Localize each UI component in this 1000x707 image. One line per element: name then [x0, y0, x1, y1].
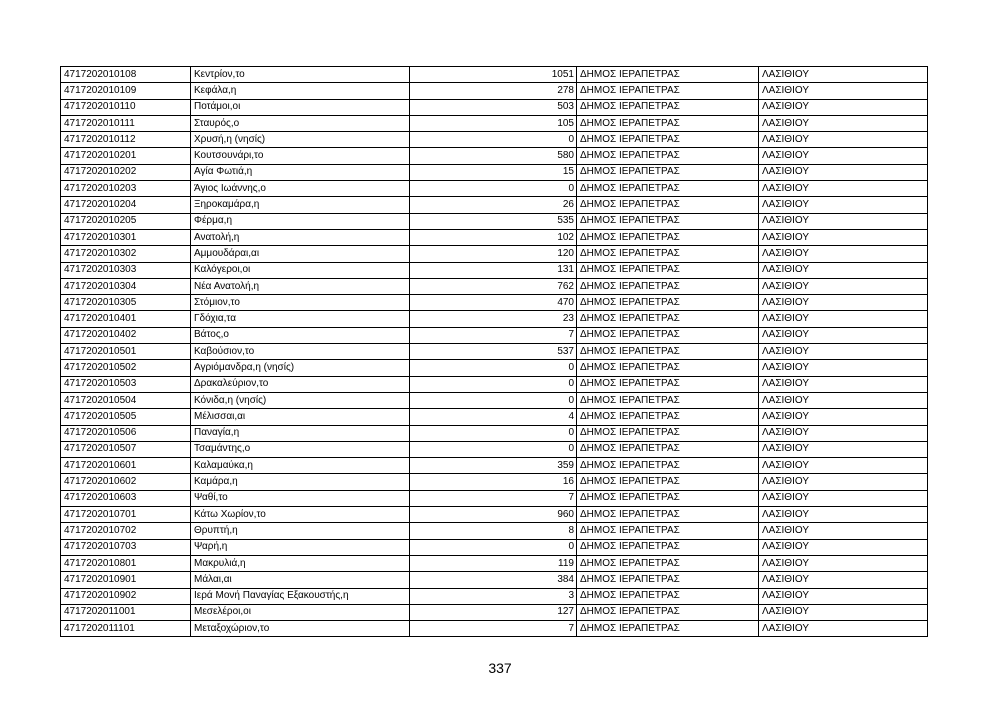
population-cell: 8	[410, 523, 577, 539]
population-cell: 3	[410, 588, 577, 604]
municipality-cell: ΔΗΜΟΣ ΙΕΡΑΠΕΤΡΑΣ	[577, 425, 759, 441]
settlement-code-cell: 4717202010108	[61, 67, 191, 83]
settlement-name-cell: Ψαρή,η	[191, 539, 410, 555]
settlement-name-cell: Μεσελέροι,οι	[191, 604, 410, 620]
settlement-name-cell: Νέα Ανατολή,η	[191, 278, 410, 294]
population-cell: 0	[410, 441, 577, 457]
municipality-cell: ΔΗΜΟΣ ΙΕΡΑΠΕΤΡΑΣ	[577, 507, 759, 523]
prefecture-cell: ΛΑΣΙΘΙΟΥ	[759, 115, 928, 131]
settlement-code-cell: 4717202010801	[61, 555, 191, 571]
prefecture-cell: ΛΑΣΙΘΙΟΥ	[759, 99, 928, 115]
prefecture-cell: ΛΑΣΙΘΙΟΥ	[759, 572, 928, 588]
table-row	[61, 229, 928, 245]
population-cell: 503	[410, 99, 577, 115]
table-row	[61, 197, 928, 213]
population-cell: 0	[410, 425, 577, 441]
table-row	[61, 295, 928, 311]
settlement-code-cell: 4717202010302	[61, 246, 191, 262]
prefecture-cell: ΛΑΣΙΘΙΟΥ	[759, 588, 928, 604]
municipality-cell: ΔΗΜΟΣ ΙΕΡΑΠΕΤΡΑΣ	[577, 588, 759, 604]
settlement-name-cell: Κεφάλα,η	[191, 83, 410, 99]
prefecture-cell: ΛΑΣΙΘΙΟΥ	[759, 392, 928, 408]
settlement-code-cell: 4717202010203	[61, 181, 191, 197]
table-row	[61, 327, 928, 343]
settlement-name-cell: Τσαμάντης,ο	[191, 441, 410, 457]
prefecture-cell: ΛΑΣΙΘΙΟΥ	[759, 425, 928, 441]
table-row	[61, 376, 928, 392]
prefecture-cell: ΛΑΣΙΘΙΟΥ	[759, 213, 928, 229]
settlement-code-cell: 4717202010601	[61, 458, 191, 474]
settlement-code-cell: 4717202010902	[61, 588, 191, 604]
settlement-code-cell: 4717202010901	[61, 572, 191, 588]
settlement-code-cell: 4717202011001	[61, 604, 191, 620]
population-cell: 470	[410, 295, 577, 311]
table-row	[61, 278, 928, 294]
municipality-cell: ΔΗΜΟΣ ΙΕΡΑΠΕΤΡΑΣ	[577, 262, 759, 278]
settlement-code-cell: 4717202010110	[61, 99, 191, 115]
settlement-code-cell: 4717202010305	[61, 295, 191, 311]
settlement-name-cell: Παναγία,η	[191, 425, 410, 441]
municipality-cell: ΔΗΜΟΣ ΙΕΡΑΠΕΤΡΑΣ	[577, 458, 759, 474]
population-cell: 7	[410, 327, 577, 343]
municipality-cell: ΔΗΜΟΣ ΙΕΡΑΠΕΤΡΑΣ	[577, 229, 759, 245]
prefecture-cell: ΛΑΣΙΘΙΟΥ	[759, 327, 928, 343]
municipality-cell: ΔΗΜΟΣ ΙΕΡΑΠΕΤΡΑΣ	[577, 115, 759, 131]
prefecture-cell: ΛΑΣΙΘΙΟΥ	[759, 246, 928, 262]
municipality-cell: ΔΗΜΟΣ ΙΕΡΑΠΕΤΡΑΣ	[577, 621, 759, 637]
settlement-name-cell: Ψαθί,το	[191, 490, 410, 506]
table-row	[61, 572, 928, 588]
table-row	[61, 555, 928, 571]
settlement-code-cell: 4717202011101	[61, 621, 191, 637]
population-cell: 535	[410, 213, 577, 229]
prefecture-cell: ΛΑΣΙΘΙΟΥ	[759, 621, 928, 637]
settlement-code-cell: 4717202010402	[61, 327, 191, 343]
settlement-name-cell: Ξηροκαμάρα,η	[191, 197, 410, 213]
prefecture-cell: ΛΑΣΙΘΙΟΥ	[759, 295, 928, 311]
population-cell: 102	[410, 229, 577, 245]
municipality-cell: ΔΗΜΟΣ ΙΕΡΑΠΕΤΡΑΣ	[577, 572, 759, 588]
municipality-cell: ΔΗΜΟΣ ΙΕΡΑΠΕΤΡΑΣ	[577, 197, 759, 213]
prefecture-cell: ΛΑΣΙΘΙΟΥ	[759, 164, 928, 180]
settlement-name-cell: Βάτος,ο	[191, 327, 410, 343]
settlement-name-cell: Μέλισσαι,αι	[191, 409, 410, 425]
table-row	[61, 148, 928, 164]
population-cell: 0	[410, 181, 577, 197]
table-row	[61, 441, 928, 457]
table-row	[61, 604, 928, 620]
prefecture-cell: ΛΑΣΙΘΙΟΥ	[759, 539, 928, 555]
settlement-code-cell: 4717202010506	[61, 425, 191, 441]
table-row	[61, 344, 928, 360]
settlement-name-cell: Θρυπτή,η	[191, 523, 410, 539]
page-number: 337	[488, 660, 512, 676]
settlement-code-cell: 4717202010501	[61, 344, 191, 360]
settlement-name-cell: Καλαμαύκα,η	[191, 458, 410, 474]
settlement-name-cell: Κάτω Χωρίον,το	[191, 507, 410, 523]
table-row	[61, 474, 928, 490]
settlement-code-cell: 4717202010202	[61, 164, 191, 180]
settlement-code-cell: 4717202010303	[61, 262, 191, 278]
table-row	[61, 490, 928, 506]
municipality-cell: ΔΗΜΟΣ ΙΕΡΑΠΕΤΡΑΣ	[577, 311, 759, 327]
municipality-cell: ΔΗΜΟΣ ΙΕΡΑΠΕΤΡΑΣ	[577, 409, 759, 425]
settlement-code-cell: 4717202010602	[61, 474, 191, 490]
population-cell: 960	[410, 507, 577, 523]
settlement-code-cell: 4717202010304	[61, 278, 191, 294]
municipality-cell: ΔΗΜΟΣ ΙΕΡΑΠΕΤΡΑΣ	[577, 164, 759, 180]
population-cell: 0	[410, 360, 577, 376]
table-row	[61, 523, 928, 539]
settlement-code-cell: 4717202010703	[61, 539, 191, 555]
municipality-cell: ΔΗΜΟΣ ΙΕΡΑΠΕΤΡΑΣ	[577, 523, 759, 539]
prefecture-cell: ΛΑΣΙΘΙΟΥ	[759, 344, 928, 360]
settlement-name-cell: Μεταξοχώριον,το	[191, 621, 410, 637]
table-row	[61, 246, 928, 262]
settlement-code-cell: 4717202010111	[61, 115, 191, 131]
population-cell: 278	[410, 83, 577, 99]
settlement-name-cell: Κουτσουνάρι,το	[191, 148, 410, 164]
municipality-cell: ΔΗΜΟΣ ΙΕΡΑΠΕΤΡΑΣ	[577, 360, 759, 376]
table-row	[61, 99, 928, 115]
settlement-name-cell: Καμάρα,η	[191, 474, 410, 490]
prefecture-cell: ΛΑΣΙΘΙΟΥ	[759, 507, 928, 523]
prefecture-cell: ΛΑΣΙΘΙΟΥ	[759, 181, 928, 197]
table-row	[61, 164, 928, 180]
settlement-code-cell: 4717202010301	[61, 229, 191, 245]
settlement-name-cell: Σταυρός,ο	[191, 115, 410, 131]
settlement-code-cell: 4717202010112	[61, 132, 191, 148]
population-cell: 26	[410, 197, 577, 213]
settlement-name-cell: Άγιος Ιωάννης,ο	[191, 181, 410, 197]
population-cell: 4	[410, 409, 577, 425]
population-cell: 105	[410, 115, 577, 131]
population-cell: 0	[410, 132, 577, 148]
population-cell: 762	[410, 278, 577, 294]
table-row	[61, 83, 928, 99]
municipality-cell: ΔΗΜΟΣ ΙΕΡΑΠΕΤΡΑΣ	[577, 327, 759, 343]
settlement-name-cell: Κεντρίον,το	[191, 67, 410, 83]
municipality-cell: ΔΗΜΟΣ ΙΕΡΑΠΕΤΡΑΣ	[577, 213, 759, 229]
prefecture-cell: ΛΑΣΙΘΙΟΥ	[759, 458, 928, 474]
population-cell: 7	[410, 621, 577, 637]
settlement-code-cell: 4717202010201	[61, 148, 191, 164]
prefecture-cell: ΛΑΣΙΘΙΟΥ	[759, 376, 928, 392]
settlement-code-cell: 4717202010505	[61, 409, 191, 425]
settlement-name-cell: Δρακαλεύριον,το	[191, 376, 410, 392]
population-cell: 0	[410, 539, 577, 555]
municipality-cell: ΔΗΜΟΣ ΙΕΡΑΠΕΤΡΑΣ	[577, 392, 759, 408]
population-cell: 127	[410, 604, 577, 620]
table-row	[61, 539, 928, 555]
settlement-name-cell: Αμμουδάραι,αι	[191, 246, 410, 262]
municipality-cell: ΔΗΜΟΣ ΙΕΡΑΠΕΤΡΑΣ	[577, 474, 759, 490]
prefecture-cell: ΛΑΣΙΘΙΟΥ	[759, 490, 928, 506]
prefecture-cell: ΛΑΣΙΘΙΟΥ	[759, 229, 928, 245]
municipality-cell: ΔΗΜΟΣ ΙΕΡΑΠΕΤΡΑΣ	[577, 148, 759, 164]
population-cell: 16	[410, 474, 577, 490]
municipality-cell: ΔΗΜΟΣ ΙΕΡΑΠΕΤΡΑΣ	[577, 181, 759, 197]
settlement-code-cell: 4717202010701	[61, 507, 191, 523]
table-row	[61, 115, 928, 131]
municipality-cell: ΔΗΜΟΣ ΙΕΡΑΠΕΤΡΑΣ	[577, 555, 759, 571]
prefecture-cell: ΛΑΣΙΘΙΟΥ	[759, 441, 928, 457]
municipality-cell: ΔΗΜΟΣ ΙΕΡΑΠΕΤΡΑΣ	[577, 604, 759, 620]
population-cell: 359	[410, 458, 577, 474]
prefecture-cell: ΛΑΣΙΘΙΟΥ	[759, 197, 928, 213]
prefecture-cell: ΛΑΣΙΘΙΟΥ	[759, 148, 928, 164]
prefecture-cell: ΛΑΣΙΘΙΟΥ	[759, 311, 928, 327]
population-cell: 119	[410, 555, 577, 571]
table-row	[61, 181, 928, 197]
population-cell: 131	[410, 262, 577, 278]
prefecture-cell: ΛΑΣΙΘΙΟΥ	[759, 474, 928, 490]
settlement-name-cell: Ποτάμοι,οι	[191, 99, 410, 115]
prefecture-cell: ΛΑΣΙΘΙΟΥ	[759, 83, 928, 99]
population-cell: 0	[410, 376, 577, 392]
table-row	[61, 67, 928, 83]
prefecture-cell: ΛΑΣΙΘΙΟΥ	[759, 132, 928, 148]
settlement-name-cell: Καλόγεροι,οι	[191, 262, 410, 278]
population-cell: 0	[410, 392, 577, 408]
table-row	[61, 360, 928, 376]
settlement-name-cell: Μακρυλιά,η	[191, 555, 410, 571]
table-row	[61, 132, 928, 148]
table-row	[61, 458, 928, 474]
municipality-cell: ΔΗΜΟΣ ΙΕΡΑΠΕΤΡΑΣ	[577, 278, 759, 294]
table-row	[61, 392, 928, 408]
settlement-name-cell: Ανατολή,η	[191, 229, 410, 245]
municipality-cell: ΔΗΜΟΣ ΙΕΡΑΠΕΤΡΑΣ	[577, 295, 759, 311]
municipality-cell: ΔΗΜΟΣ ΙΕΡΑΠΕΤΡΑΣ	[577, 132, 759, 148]
population-cell: 15	[410, 164, 577, 180]
population-cell: 580	[410, 148, 577, 164]
prefecture-cell: ΛΑΣΙΘΙΟΥ	[759, 360, 928, 376]
settlement-code-cell: 4717202010109	[61, 83, 191, 99]
settlement-name-cell: Φέρμα,η	[191, 213, 410, 229]
prefecture-cell: ΛΑΣΙΘΙΟΥ	[759, 604, 928, 620]
municipality-cell: ΔΗΜΟΣ ΙΕΡΑΠΕΤΡΑΣ	[577, 344, 759, 360]
prefecture-cell: ΛΑΣΙΘΙΟΥ	[759, 409, 928, 425]
population-cell: 7	[410, 490, 577, 506]
population-cell: 537	[410, 344, 577, 360]
municipality-cell: ΔΗΜΟΣ ΙΕΡΑΠΕΤΡΑΣ	[577, 99, 759, 115]
settlement-code-cell: 4717202010702	[61, 523, 191, 539]
prefecture-cell: ΛΑΣΙΘΙΟΥ	[759, 67, 928, 83]
population-cell: 1051	[410, 67, 577, 83]
table-row	[61, 213, 928, 229]
settlement-code-cell: 4717202010603	[61, 490, 191, 506]
population-cell: 23	[410, 311, 577, 327]
prefecture-cell: ΛΑΣΙΘΙΟΥ	[759, 555, 928, 571]
municipality-cell: ΔΗΜΟΣ ΙΕΡΑΠΕΤΡΑΣ	[577, 490, 759, 506]
table-row	[61, 262, 928, 278]
settlement-name-cell: Καβούσιον,το	[191, 344, 410, 360]
table-row	[61, 507, 928, 523]
municipality-cell: ΔΗΜΟΣ ΙΕΡΑΠΕΤΡΑΣ	[577, 376, 759, 392]
municipality-cell: ΔΗΜΟΣ ΙΕΡΑΠΕΤΡΑΣ	[577, 83, 759, 99]
prefecture-cell: ΛΑΣΙΘΙΟΥ	[759, 523, 928, 539]
prefecture-cell: ΛΑΣΙΘΙΟΥ	[759, 262, 928, 278]
settlement-code-cell: 4717202010205	[61, 213, 191, 229]
settlement-name-cell: Στόμιον,το	[191, 295, 410, 311]
table-row	[61, 409, 928, 425]
settlement-code-cell: 4717202010204	[61, 197, 191, 213]
settlement-name-cell: Κόνιδα,η (νησίς)	[191, 392, 410, 408]
settlement-name-cell: Αγία Φωτιά,η	[191, 164, 410, 180]
population-cell: 120	[410, 246, 577, 262]
settlement-code-cell: 4717202010507	[61, 441, 191, 457]
settlement-name-cell: Χρυσή,η (νησίς)	[191, 132, 410, 148]
table-body	[61, 67, 928, 637]
settlement-name-cell: Ιερά Μονή Παναγίας Εξακουστής,η	[191, 588, 410, 604]
table-row	[61, 621, 928, 637]
municipality-cell: ΔΗΜΟΣ ΙΕΡΑΠΕΤΡΑΣ	[577, 441, 759, 457]
table-row	[61, 588, 928, 604]
municipality-cell: ΔΗΜΟΣ ΙΕΡΑΠΕΤΡΑΣ	[577, 246, 759, 262]
table-row	[61, 425, 928, 441]
population-cell: 384	[410, 572, 577, 588]
settlement-name-cell: Γδόχια,τα	[191, 311, 410, 327]
settlement-name-cell: Αγριόμανδρα,η (νησίς)	[191, 360, 410, 376]
table-row	[61, 311, 928, 327]
settlement-code-cell: 4717202010503	[61, 376, 191, 392]
municipality-cell: ΔΗΜΟΣ ΙΕΡΑΠΕΤΡΑΣ	[577, 67, 759, 83]
settlement-code-cell: 4717202010502	[61, 360, 191, 376]
settlement-table	[60, 66, 928, 637]
municipality-cell: ΔΗΜΟΣ ΙΕΡΑΠΕΤΡΑΣ	[577, 539, 759, 555]
settlement-code-cell: 4717202010401	[61, 311, 191, 327]
settlement-code-cell: 4717202010504	[61, 392, 191, 408]
settlement-name-cell: Μάλαι,αι	[191, 572, 410, 588]
prefecture-cell: ΛΑΣΙΘΙΟΥ	[759, 278, 928, 294]
